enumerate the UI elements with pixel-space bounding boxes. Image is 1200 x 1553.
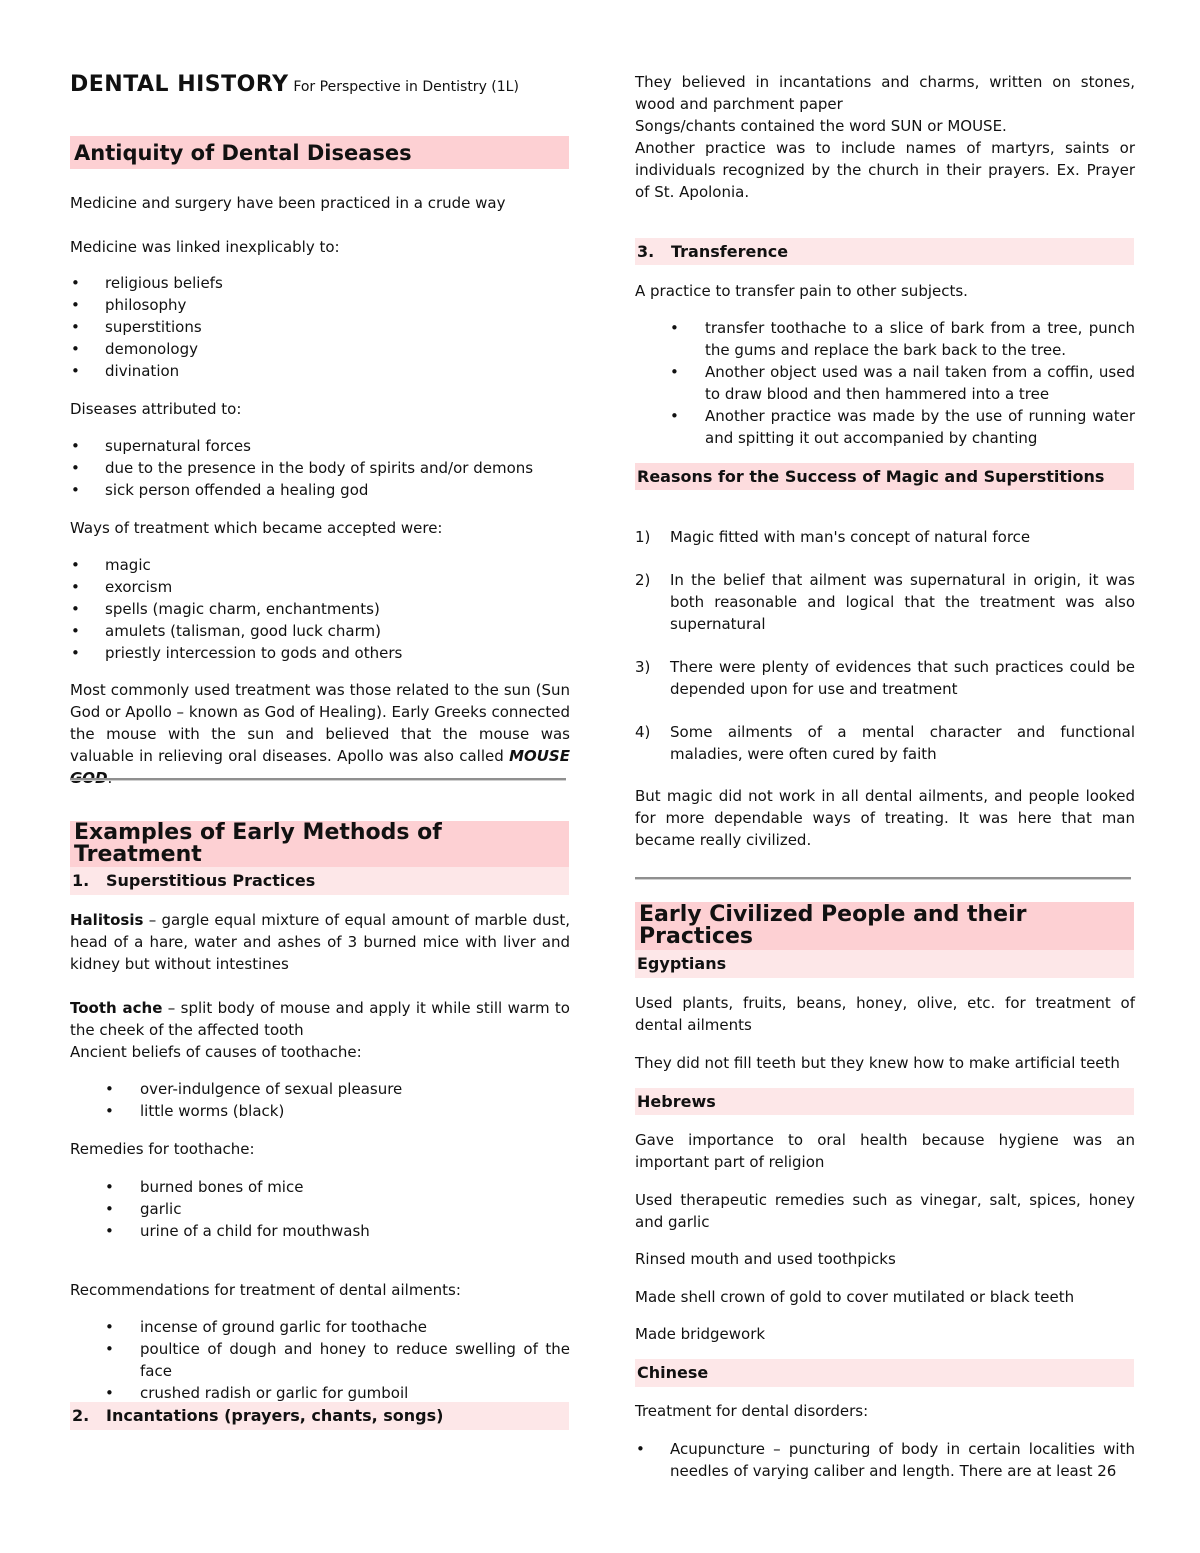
paragraph-text: – split body of mouse and apply it while still warm to the cheek of the affected tooth [70, 999, 570, 1039]
document-subtitle: For Perspective in Dentistry (1L) [293, 79, 519, 95]
list-item: • exorcism [70, 576, 570, 598]
list-item: • religious beliefs [70, 272, 570, 294]
list-item: • transfer toothache to a slice of bark from a tree, punch the gums and replace the bark back to the tree. [635, 317, 1135, 361]
list-item: • demonology [70, 338, 570, 360]
list-item: • crushed radish or garlic for gumboil [70, 1382, 570, 1404]
list-item: • incense of ground garlic for toothache [70, 1316, 570, 1338]
subheading-incantations [70, 1402, 569, 1430]
reasons-list [635, 526, 1135, 765]
sun-treatment-paragraph [70, 679, 570, 789]
document-title: DENTAL HISTORY [70, 72, 289, 97]
section-divider [70, 778, 566, 781]
paragraph: Remedies for toothache: [70, 1140, 255, 1158]
list-item: • garlic [70, 1198, 570, 1220]
halitosis-paragraph [70, 909, 570, 975]
list-item [635, 721, 1135, 765]
mouse-god-term: MOUSE GOD [70, 747, 570, 787]
subheading-hebrews [635, 1088, 1134, 1115]
list-number: 1) [635, 528, 651, 546]
recommendations-list [70, 1316, 570, 1404]
paragraph: Made shell crown of gold to cover mutilated or black teeth [635, 1288, 1075, 1306]
paragraph: Made bridgework [635, 1325, 766, 1343]
paragraph-text: Most commonly used treatment was those related to the sun (Sun God or Apollo – known as God of Healing). Early Greeks connected the mouse with the sun and believed that the mouse was valuable in relieving oral diseases. Apollo was also called [70, 681, 570, 765]
paragraph: Diseases attributed to: [70, 400, 242, 418]
paragraph: Gave importance to oral health because hygiene was an important part of religion [635, 1131, 1135, 1171]
subheading-reasons [635, 463, 1134, 490]
subheading-text: Superstitious Practices [106, 871, 316, 890]
paragraph: Used therapeutic remedies such as vinegar, salt, spices, honey and garlic [635, 1191, 1135, 1231]
subheading-text: Reasons for the Success of Magic and Superstitions [637, 466, 1105, 486]
subheading-text: Transference [671, 241, 789, 261]
subheading-text: Chinese [637, 1363, 709, 1382]
diseases-attributed-list [70, 435, 570, 501]
list-item: • amulets (talisman, good luck charm) [70, 620, 570, 642]
list-number: 3) [635, 658, 651, 676]
list-item [635, 526, 1135, 548]
list-item: • urine of a child for mouthwash [70, 1220, 570, 1242]
paragraph: A practice to transfer pain to other subjects. [635, 282, 968, 300]
toothache-paragraph [70, 997, 570, 1041]
list-item [635, 569, 1135, 635]
subheading-number: 2. [72, 1406, 90, 1425]
paragraph: Medicine and surgery have been practiced in a crude way [70, 194, 506, 212]
linked-to-list [70, 272, 570, 382]
list-item: • philosophy [70, 294, 570, 316]
list-item: • spells (magic charm, enchantments) [70, 598, 570, 620]
paragraph: Ways of treatment which became accepted were: [70, 519, 443, 537]
list-item-text: Magic fitted with man's concept of natural force [670, 528, 1031, 546]
document-title-line [70, 74, 570, 104]
subheading-text: Hebrews [637, 1091, 716, 1111]
paragraph: Rinsed mouth and used toothpicks [635, 1250, 896, 1268]
subheading-transference [635, 238, 1134, 265]
paragraph: But magic did not work in all dental ailments, and people looked for more dependable ways of treating. It was here that man became really civilized. [635, 787, 1135, 849]
paragraph: They did not fill teeth but they knew how to make artificial teeth [635, 1054, 1120, 1072]
list-item: • due to the presence in the body of spirits and/or demons [70, 457, 570, 479]
paragraph: Used plants, fruits, beans, honey, olive, etc. for treatment of dental ailments [635, 994, 1135, 1034]
list-item: • supernatural forces [70, 435, 570, 457]
treatment-ways-list [70, 554, 570, 664]
list-number: 2) [635, 571, 651, 589]
subheading-text: Egyptians [637, 954, 727, 973]
section-heading-examples [70, 821, 569, 867]
list-item-text: There were plenty of evidences that such practices could be depended upon for use and treatment [670, 658, 1135, 698]
section-heading-civilized [635, 902, 1134, 950]
list-item: • sick person offended a healing god [70, 479, 570, 501]
paragraph: Songs/chants contained the word SUN or MOUSE. [635, 117, 1007, 135]
subheading-text: Incantations (prayers, chants, songs) [106, 1406, 444, 1425]
subheading-chinese [635, 1359, 1134, 1387]
paragraph: They believed in incantations and charms, written on stones, wood and parchment paper [635, 73, 1135, 113]
list-item: • superstitions [70, 316, 570, 338]
section-heading-text: Early Civilized People and their Practices [639, 902, 1027, 949]
beliefs-list [70, 1078, 570, 1122]
subheading-number: 1. [72, 871, 90, 890]
list-item: • priestly intercession to gods and others [70, 642, 570, 664]
list-item: • poultice of dough and honey to reduce swelling of the face [70, 1338, 570, 1382]
section-heading-text: Examples of Early Methods of Treatment [74, 820, 442, 867]
term-label: Halitosis [70, 911, 144, 929]
paragraph-text: – gargle equal mixture of equal amount of marble dust, head of a hare, water and ashes of 3 burned mice with liver and kidney but without intestines [70, 911, 570, 973]
list-item: • Acupuncture – puncturing of body in certain localities with needles of varying caliber and length. There are at least 26 [635, 1438, 1135, 1482]
paragraph: Medicine was linked inexplicably to: [70, 238, 340, 256]
paragraph: Treatment for dental disorders: [635, 1402, 869, 1420]
list-item [635, 656, 1135, 700]
transference-list [635, 317, 1135, 449]
remedies-list [70, 1176, 570, 1242]
list-item-text: Some ailments of a mental character and functional maladies, were often cured by faith [670, 723, 1135, 763]
list-item: • magic [70, 554, 570, 576]
term-label: Tooth ache [70, 999, 163, 1017]
paragraph: Recommendations for treatment of dental ailments: [70, 1281, 461, 1299]
subheading-superstitious-practices [70, 867, 569, 895]
list-number: 4) [635, 723, 651, 741]
subheading-egyptians [635, 950, 1134, 978]
subheading-number: 3. [637, 241, 655, 261]
list-item: • divination [70, 360, 570, 382]
list-item: • Another object used was a nail taken from a coffin, used to draw blood and then hammered into a tree [635, 361, 1135, 405]
list-item: • Another practice was made by the use of running water and spitting it out accompanied by chanting [635, 405, 1135, 449]
paragraph-end: . [107, 769, 113, 787]
section-heading-text: Antiquity of Dental Diseases [74, 140, 412, 165]
paragraph: Ancient beliefs of causes of toothache: [70, 1043, 362, 1061]
list-item: • little worms (black) [70, 1100, 570, 1122]
list-item: • burned bones of mice [70, 1176, 570, 1198]
section-divider [635, 877, 1131, 880]
list-item: • over-indulgence of sexual pleasure [70, 1078, 570, 1100]
chinese-treatment-list [635, 1438, 1135, 1482]
list-item-text: In the belief that ailment was supernatural in origin, it was both reasonable and logical that the treatment was also supernatural [670, 571, 1135, 633]
section-heading-antiquity [70, 136, 569, 169]
paragraph: Another practice was to include names of martyrs, saints or individuals recognized by the church in their prayers. Ex. Prayer of St. Apolonia. [635, 139, 1135, 201]
